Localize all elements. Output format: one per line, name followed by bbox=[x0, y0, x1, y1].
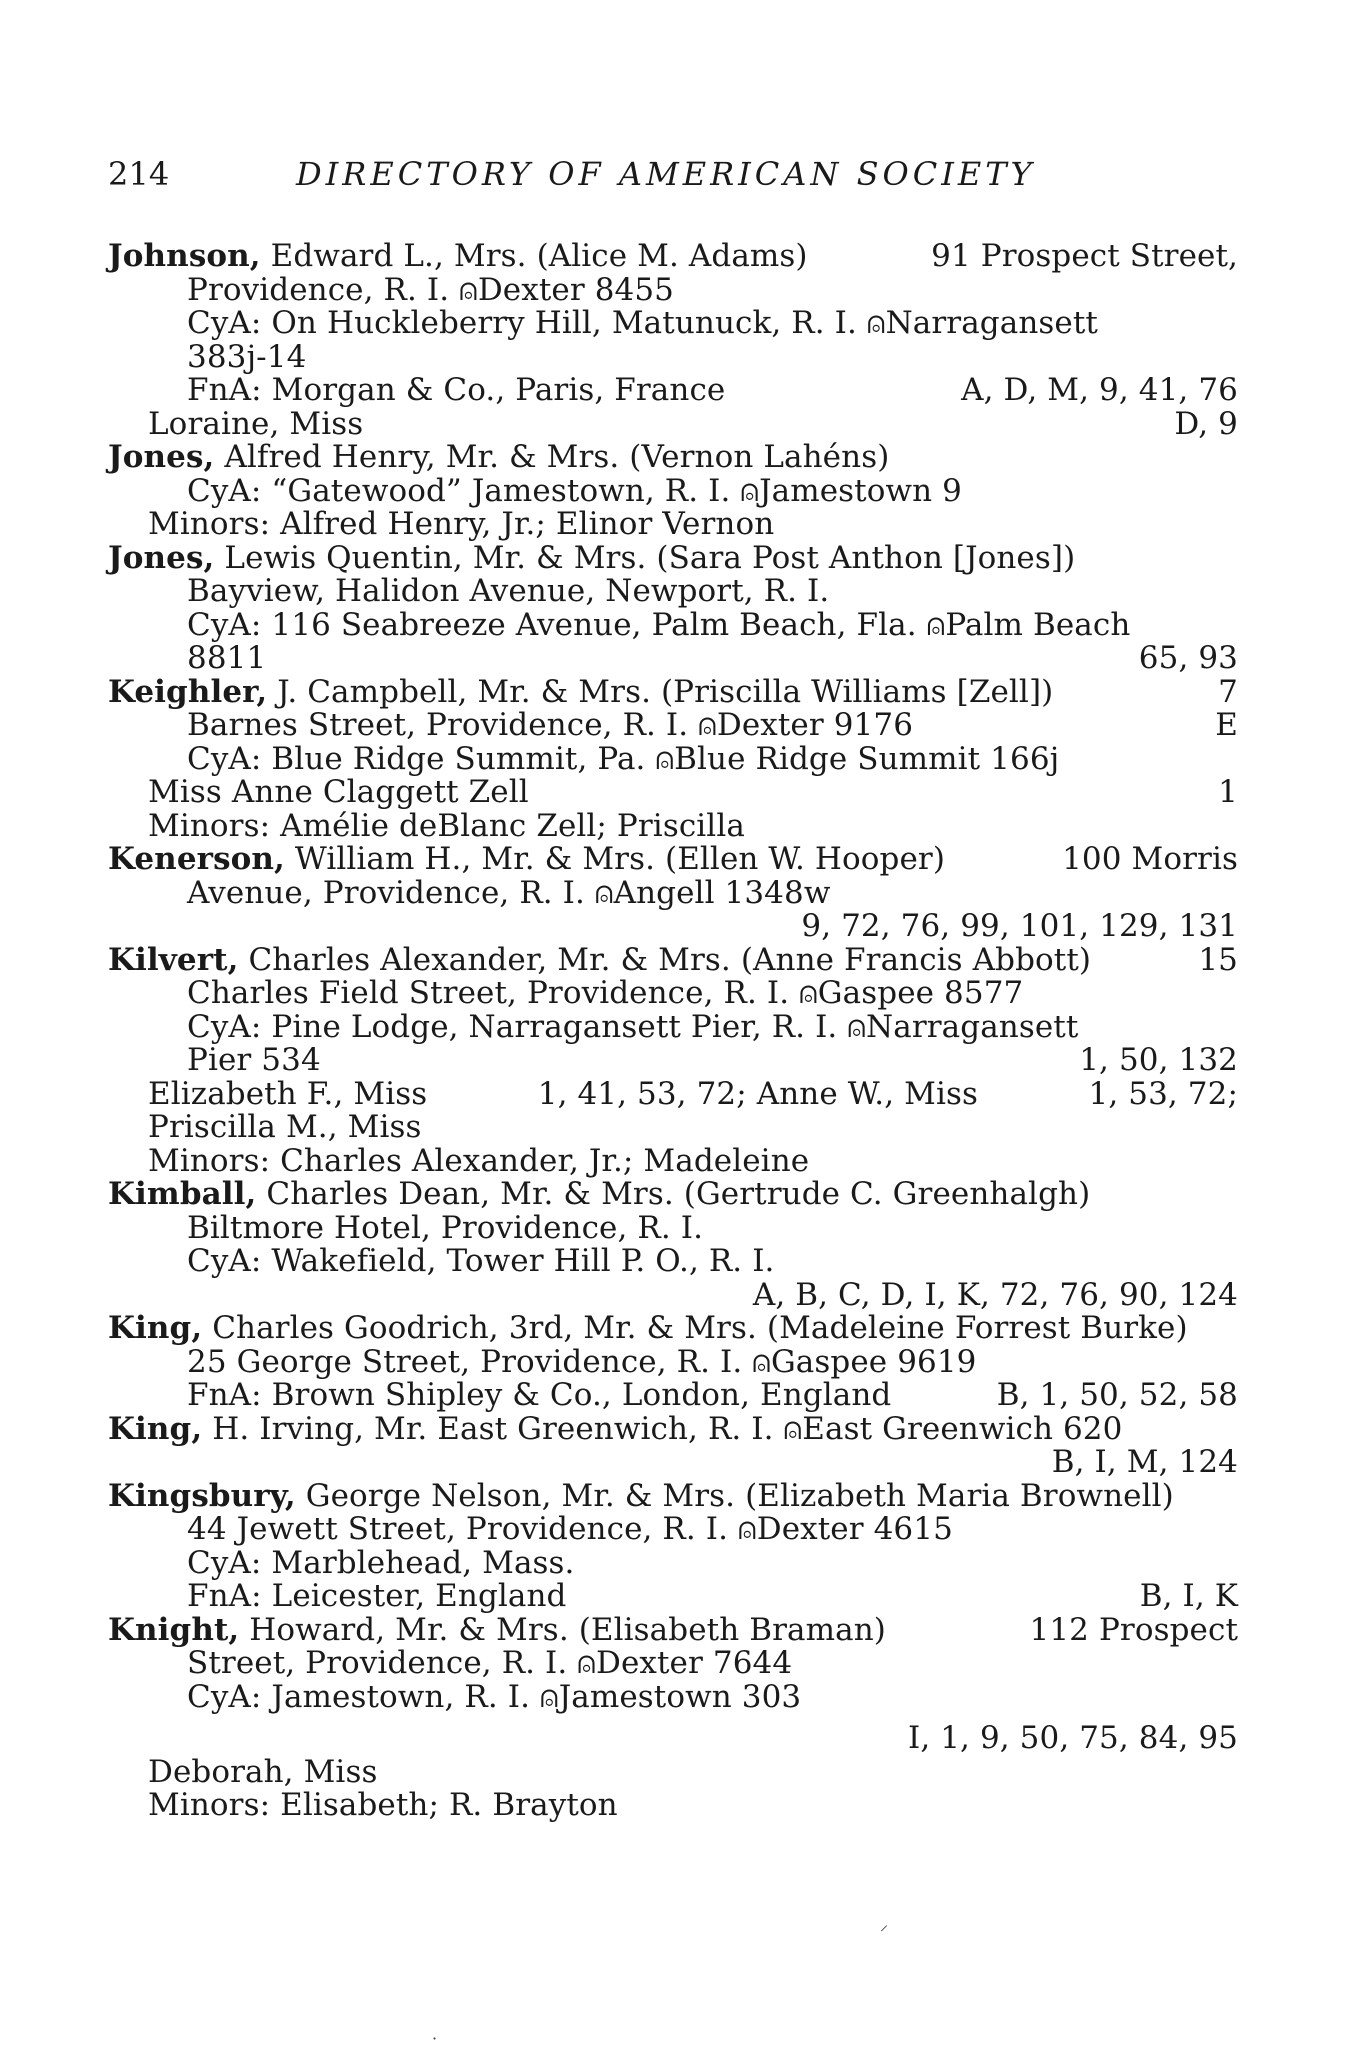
entry-fna bbox=[108, 374, 1238, 408]
entry-head bbox=[108, 240, 1238, 274]
entry-line: CyA: 116 Seabreeze Avenue, Palm Beach, Fla. ⍝Palm Beach bbox=[187, 606, 1131, 643]
line-text: 8811 bbox=[187, 640, 267, 676]
entry-surname: Knight, bbox=[108, 1611, 240, 1648]
entry-head bbox=[108, 1312, 1238, 1346]
line-text: Pier 534 bbox=[187, 1042, 321, 1078]
club-codes: I, 1, 9, 50, 75, 84, 95 bbox=[907, 1720, 1238, 1756]
entry-minors: Minors: Charles Alexander, Jr.; Madeleine bbox=[148, 1142, 810, 1179]
entry-line: CyA: Jamestown, R. I. ⍝Jamestown 303 bbox=[187, 1678, 802, 1715]
club-codes: 1 bbox=[1218, 774, 1238, 810]
entry-head bbox=[108, 539, 1238, 576]
entry-head bbox=[108, 1477, 1238, 1514]
entry-list bbox=[108, 240, 1238, 1823]
member-name: Elizabeth F., Miss bbox=[148, 1075, 428, 1112]
entry-head-text: Lewis Quentin, Mr. & Mrs. (Sara Post Anthon [Jones]) bbox=[214, 539, 1076, 576]
club-codes: B, I, K bbox=[1139, 1578, 1238, 1614]
entry-line: CyA: “Gatewood” Jamestown, R. I. ⍝Jamestown 9 bbox=[187, 472, 962, 509]
line-text: Barnes Street, Providence, R. I. ⍝Dexter 9176 bbox=[187, 707, 914, 743]
fna-text: FnA: Brown Shipley & Co., London, England bbox=[187, 1377, 892, 1413]
stray-mark: ⸝ bbox=[880, 1915, 889, 1934]
entry-surname: Johnson, bbox=[108, 238, 261, 274]
entry-minors: Minors: Alfred Henry, Jr.; Elinor Vernon bbox=[148, 506, 775, 542]
stray-mark: · bbox=[432, 2029, 438, 2048]
entry-head-text: Alfred Henry, Mr. & Mrs. (Vernon Lahéns) bbox=[214, 439, 890, 475]
entry-head-text: Charles Dean, Mr. & Mrs. (Gertrude C. Greenhalgh) bbox=[256, 1176, 1091, 1212]
member-codes: 1, 41, 53, 72; Anne W., Miss bbox=[537, 1075, 979, 1112]
page-header bbox=[108, 155, 1248, 198]
entry-surname: Keighler, bbox=[108, 673, 268, 710]
club-codes: A, D, M, 9, 41, 76 bbox=[961, 372, 1238, 408]
club-codes: 1, 50, 132 bbox=[1079, 1042, 1238, 1078]
club-codes: E bbox=[1215, 707, 1238, 743]
entry-head-text: J. Campbell, Mr. & Mrs. (Priscilla Williams [Zell]) bbox=[267, 673, 1054, 710]
entry-member bbox=[108, 776, 1238, 810]
entry-surname: King, bbox=[108, 1410, 203, 1447]
entry-johnson bbox=[108, 240, 1238, 441]
entry-kenerson bbox=[108, 843, 1238, 944]
entry-head bbox=[108, 1178, 1238, 1212]
entry-line: Avenue, Providence, R. I. ⍝Angell 1348w bbox=[187, 874, 831, 911]
entry-line: Providence, R. I. ⍝Dexter 8455 bbox=[187, 271, 674, 308]
entry-head-text: Charles Alexander, Mr. & Mrs. (Anne Francis Abbott) bbox=[238, 941, 1092, 978]
entry-king-charles bbox=[108, 1312, 1238, 1413]
entry-king-irving bbox=[108, 1410, 1238, 1480]
page-title: DIRECTORY OF AMERICAN SOCIETY bbox=[296, 155, 1036, 193]
entry-jones-alfred bbox=[108, 441, 1238, 542]
entry-fna bbox=[108, 1379, 1238, 1413]
entry-head bbox=[108, 441, 1238, 475]
club-codes: A, B, C, D, I, K, 72, 76, 90, 124 bbox=[752, 1276, 1238, 1313]
entry-head-text: H. Irving, Mr. East Greenwich, R. I. ⍝East Greenwich 620 bbox=[202, 1410, 1123, 1447]
entry-member: Priscilla M., Miss bbox=[148, 1109, 422, 1145]
entry-surname: Jones, bbox=[108, 439, 215, 475]
entry-surname: Jones, bbox=[108, 539, 215, 576]
entry-line: Bayview, Halidon Avenue, Newport, R. I. bbox=[187, 573, 830, 609]
entry-head-text: Charles Goodrich, 3rd, Mr. & Mrs. (Madeleine Forrest Burke) bbox=[202, 1310, 1188, 1346]
entry-head bbox=[108, 1611, 1238, 1648]
entry-head-address: 100 Morris bbox=[1062, 841, 1238, 877]
entry-head bbox=[108, 941, 1238, 978]
club-codes: B, I, M, 124 bbox=[1051, 1444, 1238, 1480]
entry-minors: Minors: Elisabeth; R. Brayton bbox=[148, 1787, 618, 1823]
entry-line: Street, Providence, R. I. ⍝Dexter 7644 bbox=[187, 1645, 793, 1681]
entry-head-address: 112 Prospect bbox=[1029, 1611, 1238, 1648]
entry-surname: King, bbox=[108, 1310, 203, 1346]
club-codes: B, 1, 50, 52, 58 bbox=[996, 1377, 1238, 1413]
entry-line: Charles Field Street, Providence, R. I. ⍝Gaspee 8577 bbox=[187, 975, 1024, 1011]
entry-line: CyA: Wakefield, Tower Hill P. O., R. I. bbox=[187, 1243, 775, 1279]
entry-member: Deborah, Miss bbox=[148, 1753, 378, 1790]
entry-last-line bbox=[108, 642, 1238, 676]
entry-line: CyA: On Huckleberry Hill, Matunuck, R. I. ⍝Narragansett bbox=[187, 305, 1098, 341]
entry-minors: Minors: Amélie deBlanc Zell; Priscilla bbox=[148, 807, 745, 844]
entry-head bbox=[108, 843, 1238, 877]
entry-kilvert bbox=[108, 941, 1238, 1179]
member-codes: 1, 53, 72; bbox=[1088, 1075, 1238, 1112]
entry-surname: Kimball, bbox=[108, 1176, 257, 1212]
page-number: 214 bbox=[108, 155, 170, 193]
entry-surname: Kenerson, bbox=[108, 841, 285, 877]
entry-head bbox=[108, 673, 1238, 710]
entry-line: 25 George Street, Providence, R. I. ⍝Gaspee 9619 bbox=[187, 1343, 977, 1380]
member-name: Loraine, Miss bbox=[148, 405, 364, 442]
entry-line: CyA: Pine Lodge, Narragansett Pier, R. I. ⍝Narragansett bbox=[187, 1008, 1079, 1045]
fna-text: FnA: Leicester, England bbox=[187, 1578, 567, 1614]
entry-members bbox=[108, 1075, 1238, 1112]
member-name: Miss Anne Claggett Zell bbox=[148, 774, 529, 810]
entry-head-text: Edward L., Mrs. (Alice M. Adams) bbox=[260, 238, 808, 274]
entry-line: Biltmore Hotel, Providence, R. I. bbox=[187, 1209, 704, 1246]
entry-head-text: Howard, Mr. & Mrs. (Elisabeth Braman) bbox=[239, 1611, 886, 1648]
entry-line: CyA: Blue Ridge Summit, Pa. ⍝Blue Ridge Summit 166j bbox=[187, 740, 1060, 777]
entry-keighler bbox=[108, 673, 1238, 844]
entry-jones-lewis bbox=[108, 539, 1238, 676]
entry-fna bbox=[108, 1580, 1238, 1614]
fna-text: FnA: Morgan & Co., Paris, France bbox=[187, 372, 726, 408]
entry-last-line bbox=[108, 1044, 1238, 1078]
entry-member bbox=[108, 405, 1238, 442]
entry-head bbox=[108, 1410, 1238, 1447]
entry-head-text: George Nelson, Mr. & Mrs. (Elizabeth Maria Brownell) bbox=[295, 1477, 1174, 1514]
club-codes: 9, 72, 76, 99, 101, 129, 131 bbox=[801, 908, 1238, 944]
entry-knight bbox=[108, 1611, 1238, 1823]
entry-head-address: 15 bbox=[1198, 941, 1238, 978]
entry-kimball bbox=[108, 1178, 1238, 1312]
entry-head-address: 91 Prospect Street, bbox=[931, 238, 1238, 274]
entry-line bbox=[108, 709, 1238, 743]
entry-line: 383j-14 bbox=[187, 338, 307, 375]
entry-surname: Kingsbury, bbox=[108, 1477, 296, 1514]
entry-surname: Kilvert, bbox=[108, 941, 239, 978]
club-codes: D, 9 bbox=[1174, 405, 1238, 442]
club-codes: 65, 93 bbox=[1138, 640, 1238, 676]
entry-head-text: William H., Mr. & Mrs. (Ellen W. Hooper) bbox=[284, 841, 946, 877]
entry-kingsbury bbox=[108, 1477, 1238, 1614]
entry-line: 44 Jewett Street, Providence, R. I. ⍝Dexter 4615 bbox=[187, 1511, 953, 1547]
entry-line: CyA: Marblehead, Mass. bbox=[187, 1544, 575, 1581]
entry-head-address: 7 bbox=[1218, 673, 1238, 710]
